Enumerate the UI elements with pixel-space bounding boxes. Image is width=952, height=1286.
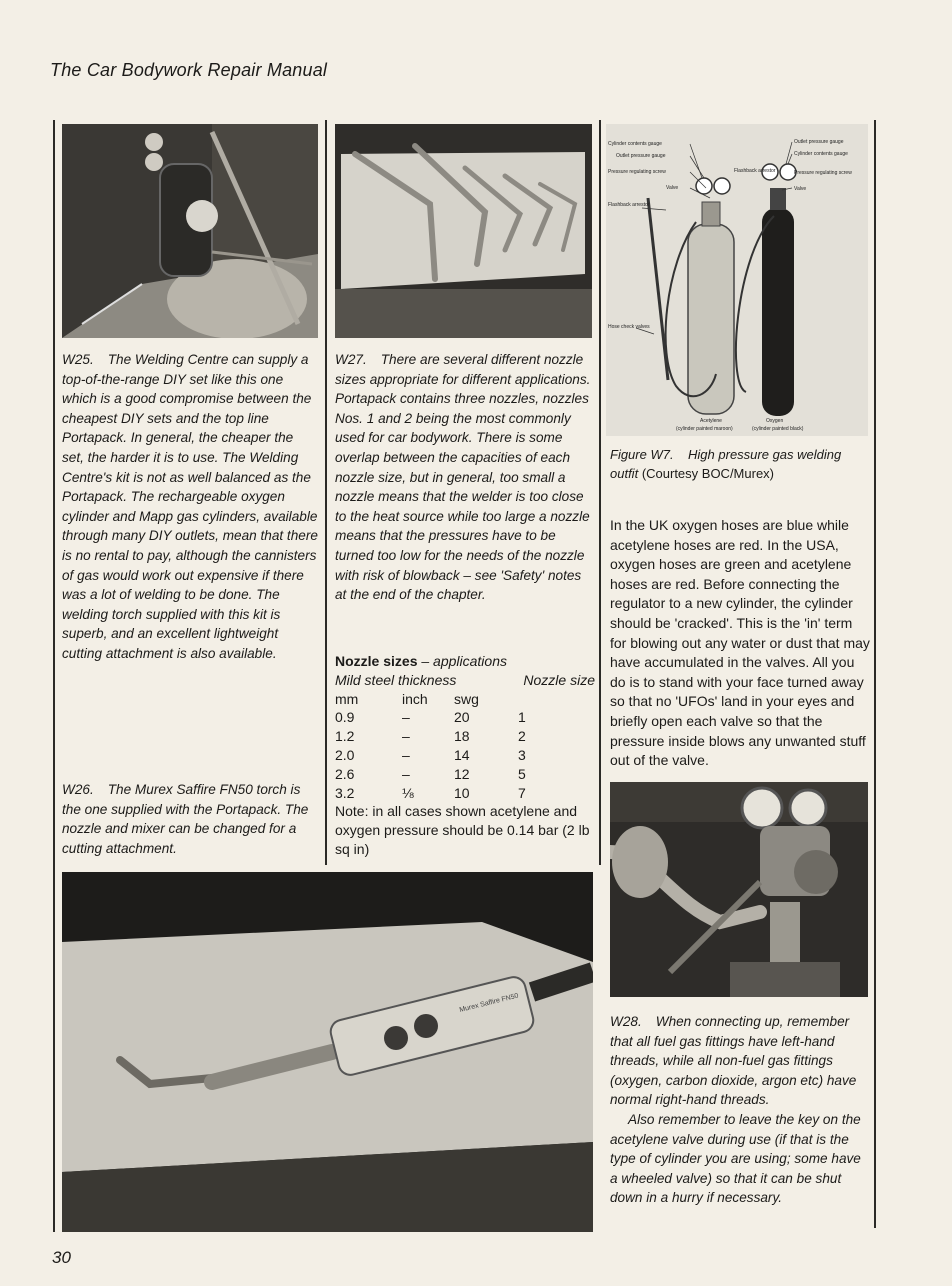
cell-swg: 18 (454, 728, 470, 745)
caption-number: W26. (62, 782, 94, 797)
page-number: 30 (52, 1248, 71, 1267)
figure-credit: (Courtesy BOC/Murex) (641, 465, 775, 481)
cell-nozzle: 3 (518, 746, 526, 763)
table-row (335, 784, 595, 803)
photo-w26-torch (62, 872, 593, 1232)
diagram-gas-welding-outfit (606, 124, 868, 436)
label-left-cylinder-contents-gauge: Cylinder contents gauge (608, 141, 662, 147)
body-paragraph: In the UK oxygen hoses are blue while acetylene hoses are red. In the USA, oxygen hoses are green and acetylene hoses are red. Before connecting the regulator to a new cylinder, the cylinder should be 'cracked'. This is the 'in' term for blowing out any water or dust that may have accumulated in the valves. All you do is to stand with your face turned away so that no 'UFOs' land in your eyes and briefly open each valve so that the pressure inside blows any unwanted stuff out of the valve. (610, 517, 870, 769)
table-header-row (335, 690, 595, 709)
cell-mm: 2.6 (335, 765, 355, 782)
caption-text: When connecting up, remember that all fuel gas fittings have left-hand threads, while all non-fuel gas fittings (oxygen, carbon dioxide, argon etc) have normal right-hand threads. (610, 1014, 857, 1108)
cell-inch: – (402, 709, 410, 726)
column-rule-mid-1 (325, 120, 327, 865)
photo-w25-welding-set (62, 124, 318, 338)
cell-nozzle: 1 (518, 709, 526, 726)
label-acetylene-sub: (cylinder painted maroon) (676, 426, 733, 432)
caption-text-2: Also remember to leave the key on the acetylene valve during use (if that is the type of cylinder you are using; some have a wheeled valve) so that it can be shut down in a hurry if necessary. (610, 1111, 861, 1206)
cell-swg: 10 (454, 784, 470, 801)
label-left-flashback-arrestor: Flashback arrestor (608, 202, 650, 208)
caption-number: W28. (610, 1014, 642, 1029)
cell-swg: 20 (454, 709, 470, 726)
cell-inch: – (402, 728, 410, 745)
caption-w26 (62, 780, 318, 858)
label-acetylene: Acetylene (700, 418, 722, 424)
label-left-outlet-pressure-gauge: Outlet pressure gauge (616, 153, 666, 159)
cell-inch: – (402, 746, 410, 763)
label-right-cylinder-contents-gauge: Cylinder contents gauge (794, 151, 848, 157)
cell-nozzle: 5 (518, 765, 526, 782)
label-left-valve: Valve (666, 185, 679, 191)
running-head: The Car Bodywork Repair Manual (50, 60, 328, 80)
label-left-pressure-regulating-screw: Pressure regulating screw (608, 169, 666, 175)
cell-mm: 3.2 (335, 784, 355, 801)
label-right-pressure-regulating-screw: Pressure regulating screw (794, 170, 852, 176)
subhead-nozzle: Nozzle size (523, 671, 595, 688)
table-subhead (335, 671, 595, 690)
column-rule-left (53, 120, 55, 1232)
caption-number: W25. (62, 352, 94, 367)
label-oxygen: Oxygen (766, 418, 784, 424)
caption-text: The Welding Centre can supply a top-of-the-range DIY set like this one which is a good compromise between the cheapest DIY sets and the top line Portapack. In general, the cheaper the set, the harder it is to use. The Welding Centre's kit is not as well balanced as the Portapack. The rechargeable oxygen cylinder and Mapp gas cylinders, available through many DIY outlets, mean that there is no rental to pay, although the cannisters of gas would work out expensive if there was a lot of welding to be done. The welding torch supplied with this kit is superb, and an excellent lightweight cutting attachment is also available. (62, 352, 318, 661)
label-hose-check-valves: Hose check valves (608, 324, 650, 330)
cell-mm: 1.2 (335, 728, 355, 745)
label-right-valve: Valve (794, 186, 807, 192)
cell-nozzle: 2 (518, 728, 526, 745)
table-rows (335, 708, 595, 802)
table-note: Note: in all cases shown acetylene and oxygen pressure should be 0.14 bar (2 lb sq in) (335, 803, 590, 857)
caption-number: W27. (335, 352, 367, 367)
caption-w28 (610, 1012, 872, 1208)
nozzle-sizes-table (335, 652, 595, 859)
caption-w25 (62, 350, 318, 664)
photo-w27-nozzles (335, 124, 592, 338)
cell-mm: 0.9 (335, 709, 355, 726)
col-inch: inch (402, 690, 428, 707)
column-rule-right (874, 120, 876, 1228)
label-right-flashback-arrestor: Flashback arrestor (734, 168, 776, 174)
col-mm: mm (335, 690, 359, 707)
figure-label: Figure W7. (610, 447, 674, 462)
label-oxygen-sub: (cylinder painted black) (752, 426, 804, 432)
photo-w28-regulator (610, 782, 868, 997)
cell-swg: 12 (454, 765, 470, 782)
caption-text: There are several different nozzle sizes appropriate for different applications. Portapack contains three nozzles, nozzles Nos. 1 and 2 being the most commonly used for car bodywork. There is some overlap between the capacities of each nozzle size, but in general, too small a nozzle means that the welder is too close to the heat source while too large a nozzle means that the pressures have to be turned too low for the needs of the nozzle with risk of blowback – see 'Safety' notes at the end of the chapter. (335, 352, 591, 603)
subhead-thickness: Mild steel thickness (335, 671, 457, 688)
caption-text: The Murex Saffire FN50 torch is the one supplied with the Portapack. The nozzle and mixer can be changed for a cutting attachment. (62, 782, 309, 856)
col-swg: swg (454, 690, 479, 707)
table-row (335, 727, 595, 746)
label-right-outlet-pressure-gauge: Outlet pressure gauge (794, 139, 844, 145)
cell-inch: ⅛ (402, 784, 414, 801)
column-rule-mid-2 (599, 120, 601, 865)
caption-figure-w7 (610, 446, 870, 483)
cell-mm: 2.0 (335, 746, 355, 763)
cell-nozzle: 7 (518, 784, 526, 801)
cell-swg: 14 (454, 746, 470, 763)
figure-title: High pressure gas welding outfit (610, 447, 842, 481)
torch-brand-label: Murex Saffire FN50 (458, 992, 520, 1014)
cell-inch: – (402, 765, 410, 782)
table-row (335, 708, 595, 727)
table-title: Nozzle sizes – applications (335, 653, 507, 669)
table-row (335, 765, 595, 784)
oxygen-cylinder (762, 208, 794, 416)
caption-w27 (335, 350, 595, 605)
table-row (335, 746, 595, 765)
